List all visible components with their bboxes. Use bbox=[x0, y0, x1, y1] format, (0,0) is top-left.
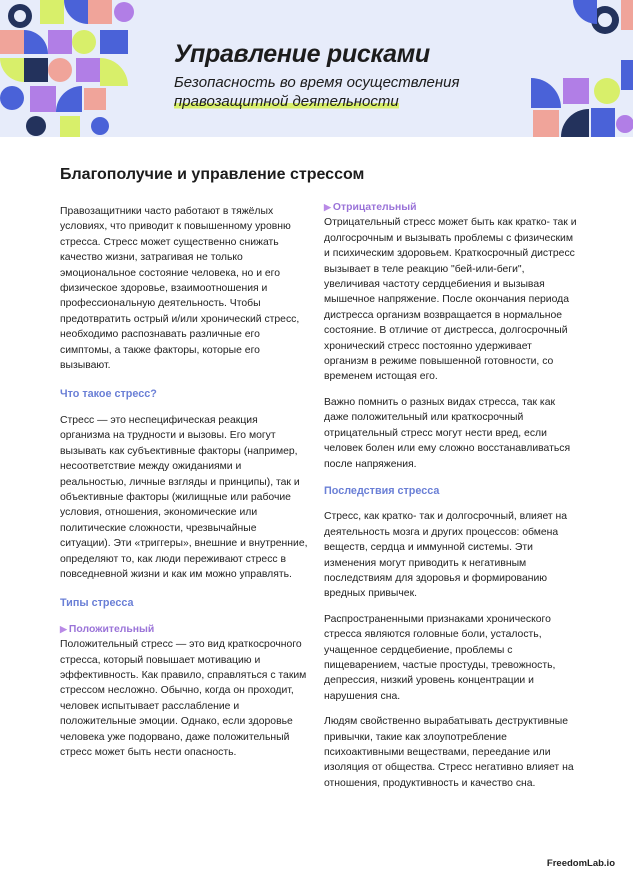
decorative-pattern-left bbox=[0, 0, 140, 137]
positive-stress-heading bbox=[60, 622, 308, 637]
what-is-stress-heading: Что такое стресс? bbox=[60, 388, 157, 401]
decorative-pattern-right bbox=[513, 0, 633, 137]
footer-site-name: FreedomLab.io bbox=[546, 858, 615, 869]
consequences-text-3: Людям свойственно вырабатывать деструктивные привычки, такие как злоупотребление психоактивными веществами, переедание или изоляция от общества. Стресс негативно влияет на отношения, продуктивность и качество сна. bbox=[324, 716, 574, 789]
positive-stress-heading-label: Положительный bbox=[68, 623, 155, 635]
negative-stress-heading-label: Отрицательный bbox=[332, 202, 417, 213]
subtitle-line-2: правозащитной деятельности bbox=[174, 93, 399, 110]
stress-types-heading: Типы стресса bbox=[60, 597, 134, 610]
positive-stress-text: Положительный стресс — это вид краткосрочного стресса, который повышает мотивацию и эффективность. Как правило, справляться с таким стрессом несложно. Обычно, когда он проходит, человек испытывает расслабление и положительные эмоции. Однако, если здоровье человека уже подорвано, даже положительный стресс может быть нести опасность. bbox=[60, 639, 307, 758]
negative-stress-text: Отрицательный стресс может быть как кратко- так и долгосрочным и вызывать проблемы с физическим и психическим здоровьем. Краткосрочный дистресс вызывает в теле реакцию "бей-или-беги", увеличивая частоту сердцебиения и вызывая мышечное напряжение. После окончания периода дистресса организм возвращается в нормальное состояние. В отличие от дистресса, долгосрочный хронический стресс постоянно удерживает организм в режиме повышенной готовности, со временем истощая его. bbox=[324, 217, 577, 383]
consequences-text-2: Распространенными признаками хронического стресса являются головные боли, усталость, учащенное сердцебиение, проблемы с пищеварением, частые простуды, тревожность, депрессия, низкий уровень концентрации и нарушения сна. bbox=[324, 613, 556, 702]
header-banner bbox=[0, 0, 633, 137]
left-column bbox=[60, 204, 308, 770]
page-subtitle bbox=[174, 73, 460, 111]
page-title: Управление рисками bbox=[174, 40, 430, 68]
what-is-stress-text: Стресс — это неспецифическая реакция организма на трудности и вызовы. Его могут вызывать как субъективные факторы (например, несоответствие между ожиданиями и реальностью, личные взгляды и принципы), так и объективные факторы (жилищные или рабочие условия, отношения, экономические или политические сложности, чрезвычайные ситуации). Эти «триггеры», внешние и внутренние, определяют то, как люди переживают стресс в повседневной жизни и как им можно управлять. bbox=[60, 414, 308, 580]
negative-stress-heading bbox=[324, 200, 578, 215]
subtitle-line-1: Безопасность во время осуществления bbox=[174, 74, 460, 91]
right-column bbox=[324, 200, 578, 801]
triangle-bullet-icon: ▶ bbox=[324, 202, 331, 212]
triangle-bullet-icon: ▶ bbox=[60, 623, 67, 634]
stress-consequences-heading: Последствия стресса bbox=[324, 484, 440, 497]
section-title: Благополучие и управление стрессом bbox=[60, 166, 365, 183]
intro-paragraph: Правозащитники часто работают в тяжёлых условиях, что приводит к повышенному уровню стресса. Стресс может существенно снижать качество жизни, затрагивая не только эмоциональное состояние человека, но и его физическое здоровье, взаимоотношения и профессиональную деятельность. Чтобы предотвратить острый и/или хронический стресс, необходимо распознавать различные его симптомы, а также факторы, которые его вызывают. bbox=[60, 206, 300, 372]
consequences-text-1: Стресс, как кратко- так и долгосрочный, влияет на деятельность мозга и других процессов: обмена веществ, сердца и иммунной системы. Эти изменения могут приводить к негативным последствиям для здоровья и формированию вредных привычек. bbox=[324, 511, 568, 600]
stress-note-text: Важно помнить о разных видах стресса, так как даже положительный или краткосрочный отрицательный стресс могут нести вред, если человек болен или ему сложно восстанавливаться после напряжения. bbox=[324, 396, 571, 470]
